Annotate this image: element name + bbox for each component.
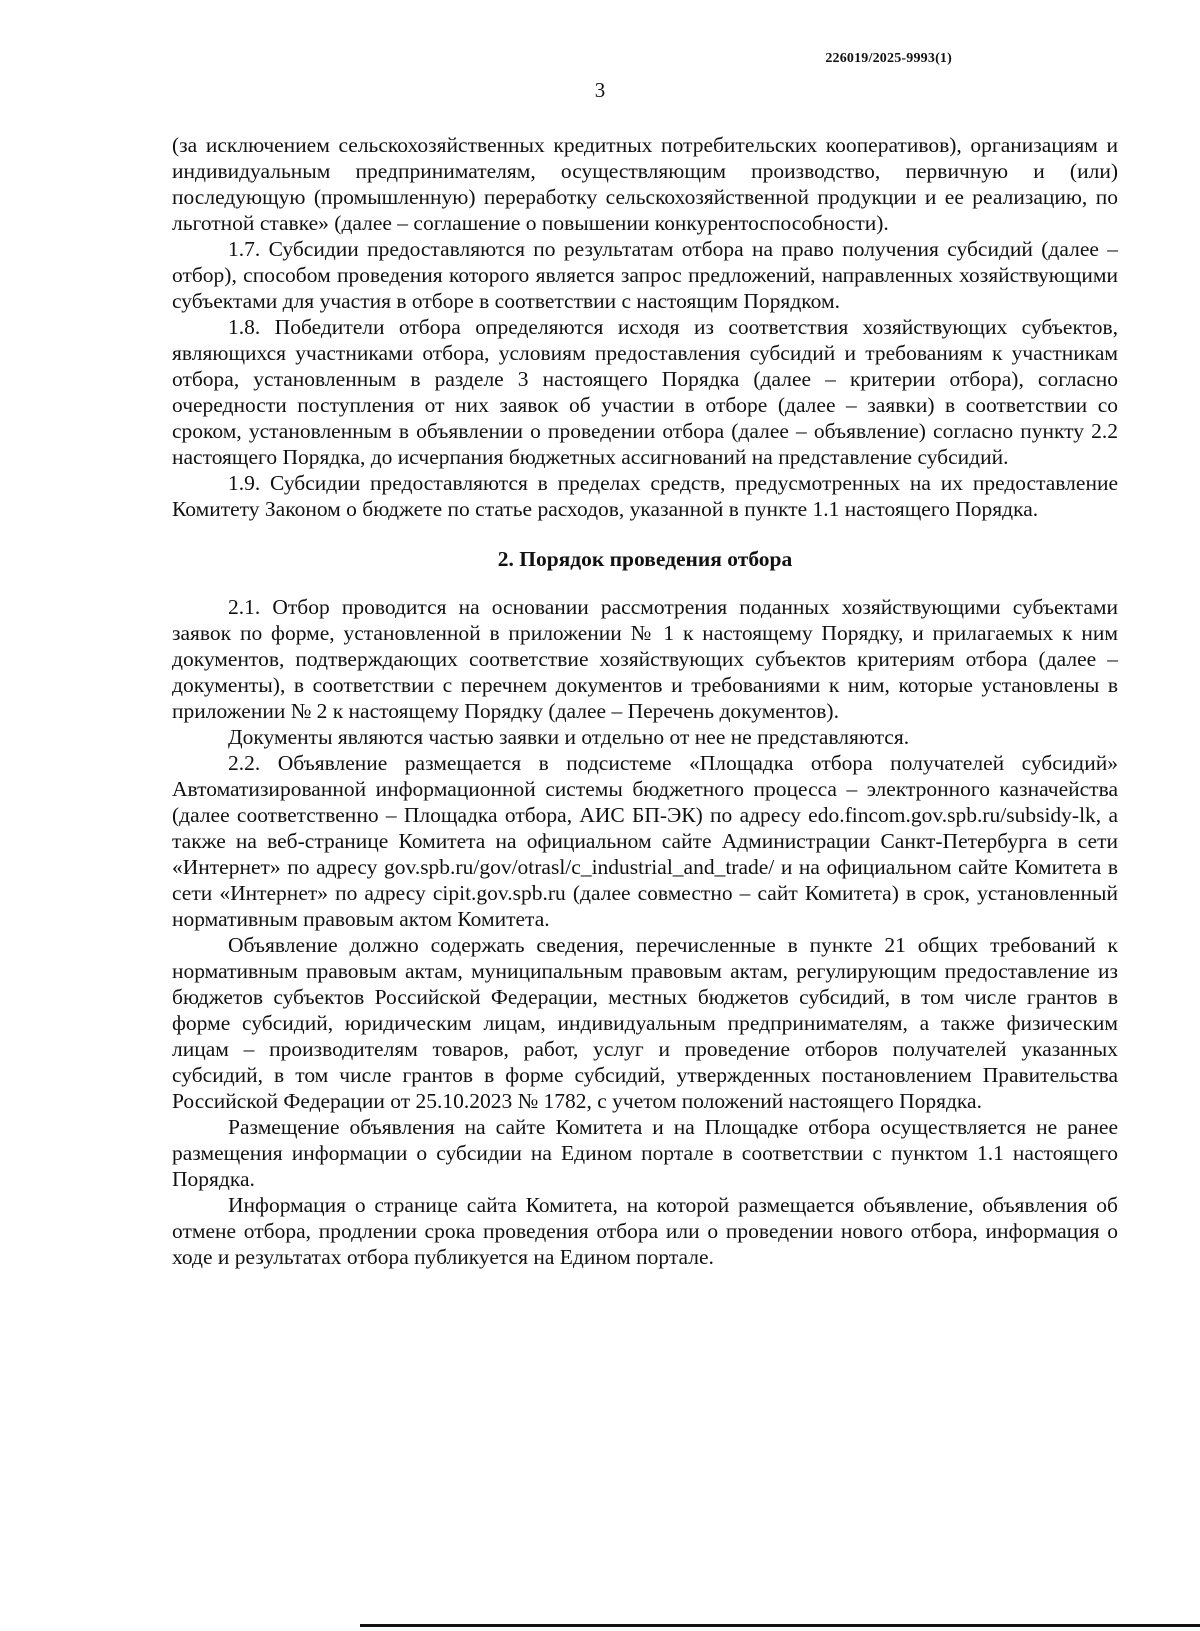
paragraph-1-7: 1.7. Субсидии предоставляются по результатам отбора на право получения субсидий (далее – отбор), способом проведения которого является запрос предложений, направленных хозяйствующими субъектами для участия в отборе в соответствии с настоящим Порядком. (172, 237, 1118, 313)
paragraph-continuation: (за исключением сельскохозяйственных кредитных потребительских кооперативов), организациям и индивидуальным предпринимателям, осуществляющим производство, первичную и (или) последующую (промышленную) переработку сельскохозяйственной продукции и ее реализацию, по льготной ставке» (далее – соглашение о повышении конкурентоспособности). (172, 133, 1118, 235)
paragraph-2-2: 2.2. Объявление размещается в подсистеме «Площадка отбора получателей субсидий» Автоматизированной информационной системы бюджетного процесса – электронного казначейства (далее соответственно – Площадка отбора, АИС БП-ЭК) по адресу edo.fincom.gov.spb.ru/subsidy-lk, а также на веб-странице Комитета на официальном сайте Администрации Санкт-Петербурга в сети «Интернет» по адресу gov.spb.ru/gov/otrasl/c_industrial_and_trade/ и на официальном сайте Комитета в сети «Интернет» по адресу cipit.gov.spb.ru (далее совместно – сайт Комитета) в срок, установленный нормативным правовым актом Комитета. (172, 751, 1118, 931)
document-number: 226019/2025-9993(1) (825, 51, 952, 66)
paragraph-site-information: Информация о странице сайта Комитета, на которой размещается объявление, объявления об отмене отбора, продлении срока проведения отбора или о проведении нового отбора, информация о ходе и результатах отбора публикуется на Едином портале. (172, 1193, 1118, 1269)
document-body (172, 132, 1118, 1270)
scan-edge-line (360, 1624, 1200, 1627)
paragraph-2-1: 2.1. Отбор проводится на основании рассмотрения поданных хозяйствующими субъектами заявок по форме, установленной в приложении № 1 к настоящему Порядку, и прилагаемых к ним документов, подтверждающих соответствие хозяйствующих субъектов критериям отбора (далее – документы), в соответствии с перечнем документов и требованиями к ним, которые установлены в приложении № 2 к настоящему Порядку (далее – Перечень документов). (172, 595, 1118, 723)
page-number: 3 (594, 78, 606, 102)
paragraph-announcement-placement: Размещение объявления на сайте Комитета и на Площадке отбора осуществляется не ранее размещения информации о субсидии на Едином портале в соответствии с пунктом 1.1 настоящего Порядка. (172, 1115, 1118, 1191)
paragraph-1-8: 1.8. Победители отбора определяются исходя из соответствия хозяйствующих субъектов, являющихся участниками отбора, условиям предоставления субсидий и требованиям к участникам отбора, установленным в разделе 3 настоящего Порядка (далее – критерии отбора), согласно очередности поступления от них заявок об участии в отборе (далее – заявки) в соответствии со сроком, установленным в объявлении о проведении отбора (далее – объявление) согласно пункту 2.2 настоящего Порядка, до исчерпания бюджетных ассигнований на представление субсидий. (172, 315, 1118, 469)
section-title: 2. Порядок проведения отбора (497, 547, 793, 571)
paragraph-announcement-content: Объявление должно содержать сведения, перечисленные в пункте 21 общих требований к нормативным правовым актам, муниципальным правовым актам, регулирующим предоставление из бюджетов субъектов Российской Федерации, местных бюджетов субсидий, в том числе грантов в форме субсидий, юридическим лицам, индивидуальным предпринимателям, а также физическим лицам – производителям товаров, работ, услуг и проведение отборов получателей указанных субсидий, в том числе грантов в форме субсидий, утвержденных постановлением Правительства Российской Федерации от 25.10.2023 № 1782, с учетом положений настоящего Порядка. (172, 933, 1118, 1113)
paragraph-1-9: 1.9. Субсидии предоставляются в пределах средств, предусмотренных на их предоставление Комитету Законом о бюджете по статье расходов, указанной в пункте 1.1 настоящего Порядка. (172, 471, 1118, 521)
paragraph-documents: Документы являются частью заявки и отдельно от нее не представляются. (228, 725, 910, 749)
